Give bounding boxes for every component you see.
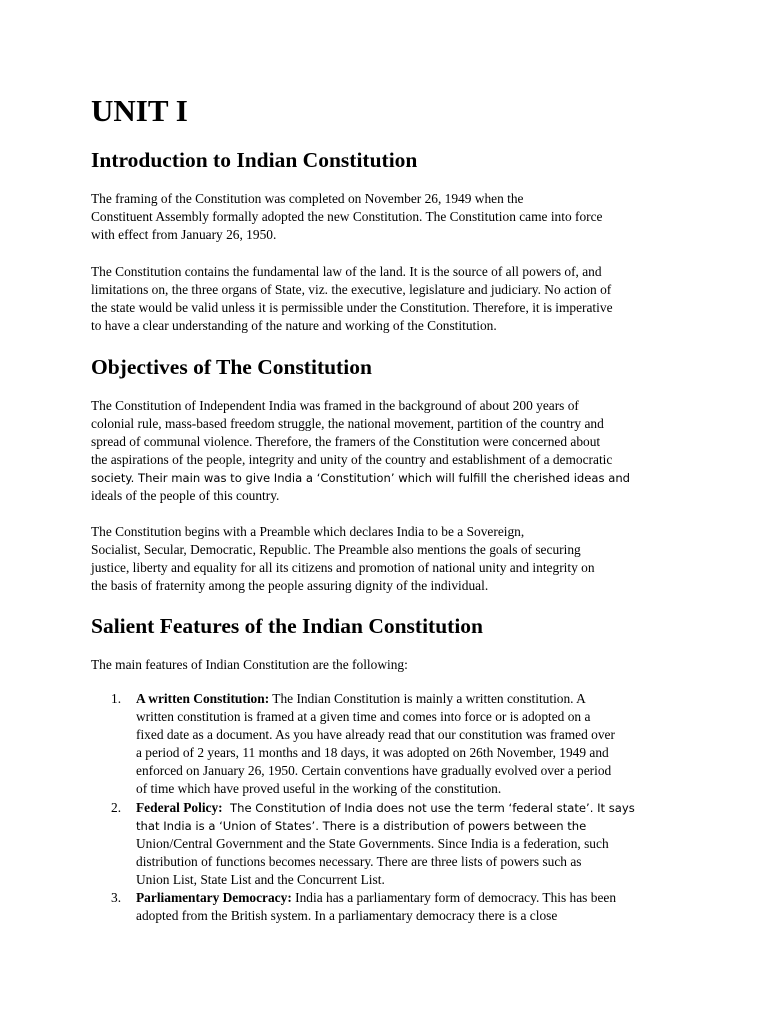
text-line: justice, liberty and equality for all its citizens and promotion of national unity and integrity on <box>91 560 595 576</box>
text-line <box>136 690 711 708</box>
text-line: The Constitution begins with a Preamble which declares India to be a Sovereign, <box>91 524 525 539</box>
feature-text: The Constitution of India does not use the term ‘federal state’. It says <box>222 800 635 815</box>
text-line: of time which have proved useful in the working of the constitution. <box>136 781 502 797</box>
feature-text: The Indian Constitution is mainly a written constitution. A <box>269 691 586 706</box>
text-line: colonial rule, mass-based freedom struggle, the national movement, partition of the country and <box>91 416 604 432</box>
text-line: to have a clear understanding of the nature and working of the Constitution. <box>91 318 497 334</box>
text-line: society. Their main was to give India a ‘Constitution’ which will fulfill the cherished ideas and <box>91 471 631 486</box>
text-line: a period of 2 years, 11 months and 18 days, it was adopted on 26th November, 1949 and <box>136 745 609 761</box>
text-line: fixed date as a document. As you have already read that our constitution was framed over <box>136 727 615 743</box>
text-line: The Constitution of Independent India was framed in the background of about 200 years of <box>91 398 579 413</box>
feature-term: Federal Policy: <box>136 799 223 815</box>
text-line: The framing of the Constitution was completed on November 26, 1949 when the <box>91 191 524 206</box>
features-list <box>91 690 711 925</box>
text-line: adopted from the British system. In a parliamentary democracy there is a close <box>136 908 558 924</box>
text-line: the basis of fraternity among the people assuring dignity of the individual. <box>91 578 489 594</box>
heading-introduction: Introduction to Indian Constitution <box>91 148 418 172</box>
text-line: distribution of functions becomes necessary. There are three lists of powers such as <box>136 853 582 869</box>
list-item <box>91 889 711 925</box>
text-line <box>136 889 711 907</box>
text-line: limitations on, the three organs of State, viz. the executive, legislature and judiciary. No action of <box>91 282 612 298</box>
feature-text: India has a parliamentary form of democracy. This has been <box>291 890 617 906</box>
intro-paragraph-2 <box>91 263 691 335</box>
text-line: Constituent Assembly formally adopted the new Constitution. The Constitution came into force <box>91 209 603 225</box>
objectives-paragraph-1 <box>91 397 691 506</box>
features-intro <box>91 656 691 674</box>
list-item <box>91 799 711 889</box>
text-line: with effect from January 26, 1950. <box>91 227 277 243</box>
list-number: 2. <box>111 799 122 815</box>
text-line: that India is a ‘Union of States’. There is a distribution of powers between the <box>136 818 587 833</box>
text-line: Union/Central Government and the State Governments. Since India is a federation, such <box>136 835 609 851</box>
text-line: ideals of the people of this country. <box>91 488 280 504</box>
text-line: Socialist, Secular, Democratic, Republic. The Preamble also mentions the goals of securing <box>91 542 581 558</box>
intro-paragraph-1 <box>91 190 691 244</box>
text-line: Union List, State List and the Concurrent List. <box>136 871 385 887</box>
list-item <box>91 690 711 799</box>
text-line: enforced on January 26, 1950. Certain conventions have gradually evolved over a period <box>136 763 612 779</box>
text-line: the aspirations of the people, integrity and unity of the country and establishment of a democratic <box>91 452 613 468</box>
feature-term: A written Constitution: <box>136 691 270 706</box>
text-line <box>136 799 711 817</box>
unit-title: UNIT I <box>91 93 188 128</box>
feature-term: Parliamentary Democracy: <box>136 890 292 906</box>
list-number: 3. <box>111 890 122 906</box>
text-line: The Constitution contains the fundamental law of the land. It is the source of all powers of, and <box>91 264 602 279</box>
text-line: written constitution is framed at a given time and comes into force or is adopted on a <box>136 709 591 725</box>
list-number: 1. <box>111 691 122 706</box>
heading-objectives: Objectives of The Constitution <box>91 355 372 379</box>
text-line: the state would be valid unless it is permissible under the Constitution. Therefore, it is imperative <box>91 300 613 316</box>
text-line: spread of communal violence. Therefore, the framers of the Constitution were concerned about <box>91 434 601 450</box>
objectives-paragraph-2 <box>91 523 691 595</box>
heading-salient-features: Salient Features of the Indian Constitution <box>91 614 484 638</box>
text-line: The main features of Indian Constitution are the following: <box>91 657 408 672</box>
